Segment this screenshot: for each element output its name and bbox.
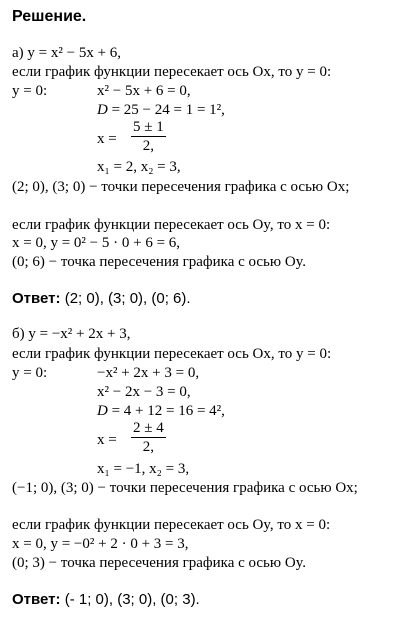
part-b-answer [12,591,200,609]
part-a-condition-oy: если график функции пересекает ось Oy, то x = 0: [12,217,331,233]
part-a-roots: x₁ = 2, x₂ = 3, [97,159,181,175]
part-a-condition-ox: если график функции пересекает ось Ox, то y = 0: [12,64,332,80]
part-b-equation-2: x² − 2x − 3 = 0, [97,384,191,400]
part-a-discriminant [97,101,225,119]
answer-value: (2; 0), (3; 0), (0; 6). [60,290,191,307]
part-a-fraction [131,119,166,154]
answer-label: Ответ: [12,290,61,307]
part-b-point-oy: (0; 3) − точка пересечения графика с осью Oy. [12,555,306,571]
discriminant-value: = 25 − 24 = 1 = 1², [107,102,225,118]
part-b-roots: x₁ = −1, x₂ = 3, [97,461,190,477]
part-b-discriminant [97,402,225,420]
discriminant-value: = 4 + 12 = 16 = 4², [107,403,225,419]
fraction-numerator: 2 ± 4 [133,420,164,436]
part-b-x-label: x = [97,432,117,448]
part-a-y0-label: y = 0: [12,83,48,99]
part-b-condition-oy: если график функции пересекает ось Oy, то x = 0: [12,517,331,533]
fraction-numerator: 5 ± 1 [133,119,164,135]
part-b-equation: −x² + 2x + 3 = 0, [97,365,200,381]
part-a-x-label: x = [97,131,117,147]
discriminant-symbol: D [97,102,108,118]
part-a-point-oy: (0; 6) − точка пересечения графика с осью Oy. [12,254,306,270]
part-b-fraction [131,420,166,455]
discriminant-symbol: D [97,403,108,419]
part-a-answer [12,290,191,308]
part-b-condition-ox: если график функции пересекает ось Ox, то y = 0: [12,346,332,362]
solution-title: Решение. [12,8,87,25]
fraction-denominator: 2, [142,138,154,154]
part-b-points-ox: (−1; 0), (3; 0) − точки пересечения графика с осью Ox; [12,480,358,496]
fraction-denominator: 2, [142,439,154,455]
part-a-points-ox: (2; 0), (3; 0) − точки пересечения графика с осью Ox; [12,179,350,195]
part-a-header: а) y = x² − 5x + 6, [12,45,122,61]
part-a-equation: x² − 5x + 6 = 0, [97,83,191,99]
part-b-calc-oy: x = 0, y = −0² + 2 · 0 + 3 = 3, [12,536,189,552]
part-a-calc-oy: x = 0, y = 0² − 5 · 0 + 6 = 6, [12,235,181,251]
part-b-y0-label: y = 0: [12,365,48,381]
answer-value: (- 1; 0), (3; 0), (0; 3). [60,591,200,608]
part-b-header: б) y = −x² + 2x + 3, [12,326,131,342]
answer-label: Ответ: [12,591,61,608]
